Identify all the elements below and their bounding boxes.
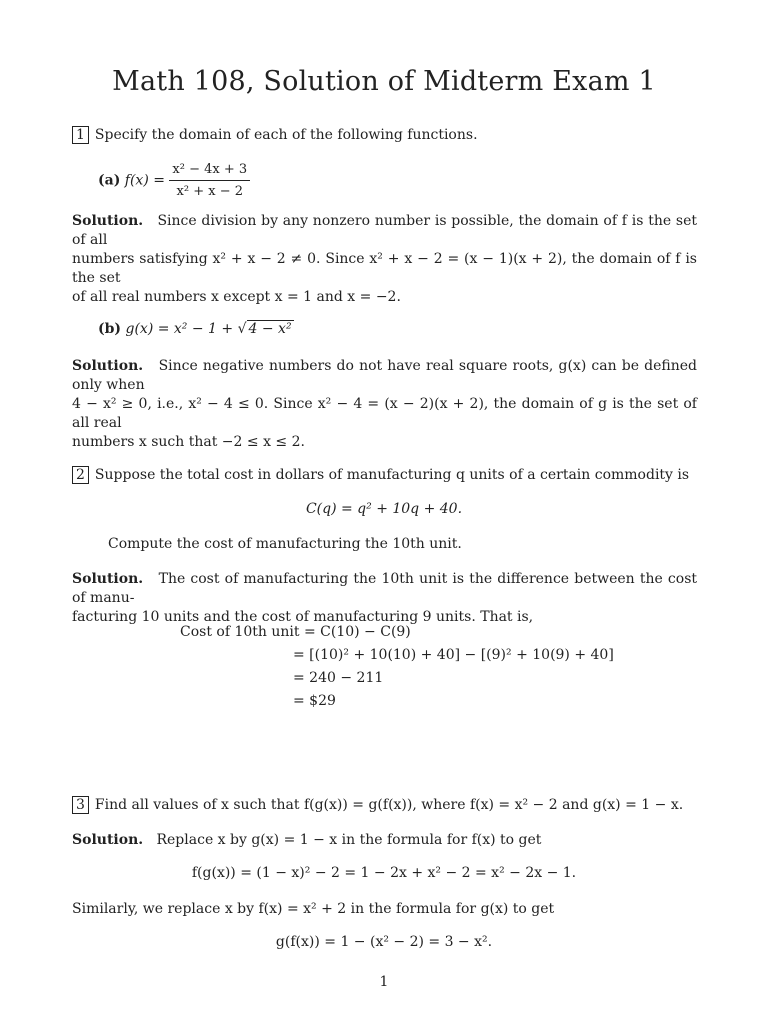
question-2-prompt: Suppose the total cost in dollars of manufacturing q units of a certain commodity is — [94, 467, 690, 483]
question-2-prompt-row — [72, 466, 697, 485]
question-3-prompt: Find all values of x such that f(g(x)) = g(f(x)), where f(x) = x² − 2 and g(x) = 1 − x. — [94, 797, 684, 813]
solution-text: facturing 10 units and the cost of manufacturing 9 units. That is, — [72, 609, 534, 625]
part-a-label: (a) — [98, 172, 121, 189]
equation-g-of-f: g(f(x)) = 1 − (x² − 2) = 3 − x². — [275, 934, 493, 950]
part-a-function — [98, 160, 250, 201]
question-3-solution — [72, 831, 697, 850]
question-number-box: 2 — [72, 466, 89, 484]
solution-label: Solution. — [72, 358, 144, 374]
part-a-lhs: f(x) = — [124, 172, 165, 189]
solution-label: Solution. — [72, 571, 144, 587]
part-b-radicand: 4 − x² — [248, 321, 292, 337]
solution-text: of all real numbers x except x = 1 and x = −2. — [72, 289, 401, 305]
question-3-similarly: Similarly, we replace x by f(x) = x² + 2 in the formula for g(x) to get — [72, 901, 555, 917]
question-1-prompt: Specify the domain of each of the following functions. — [94, 127, 478, 143]
question-2-task: Compute the cost of manufacturing the 10th unit. — [108, 536, 462, 552]
solution-label: Solution. — [72, 213, 144, 229]
derivation-line: = [(10)² + 10(10) + 40] − [(9)² + 10(9) + 40] — [293, 647, 614, 663]
question-1-prompt-row — [72, 126, 697, 145]
solution-text: Replace x by g(x) = 1 − x in the formula for f(x) to get — [156, 832, 542, 848]
part-b-function — [98, 320, 294, 339]
solution-text: numbers satisfying x² + x − 2 ≠ 0. Since x² + x − 2 = (x − 1)(x + 2), the domain of f is the set — [72, 251, 697, 286]
derivation-lhs: Cost of 10th unit — [180, 624, 300, 640]
fraction-numerator: x² − 4x + 3 — [169, 160, 250, 181]
cost-derivation — [180, 621, 614, 713]
equation-f-of-g: f(g(x)) = (1 − x)² − 2 = 1 − 2x + x² − 2 = x² − 2x − 1. — [191, 865, 577, 881]
cost-formula: C(q) = q² + 10q + 40. — [305, 501, 463, 517]
solution-text: 4 − x² ≥ 0, i.e., x² − 4 ≤ 0. Since x² − 4 = (x − 2)(x + 2), the domain of g is the set of all real — [72, 396, 697, 431]
solution-text: Since negative numbers do not have real square roots, g(x) can be defined only when — [72, 358, 698, 393]
derivation-line: = 240 − 211 — [293, 670, 384, 686]
question-number-box: 1 — [72, 126, 89, 144]
derivation-line: = $29 — [293, 693, 336, 709]
solution-text: numbers x such that −2 ≤ x ≤ 2. — [72, 434, 305, 450]
solution-label: Solution. — [72, 832, 144, 848]
page-number: 1 — [379, 974, 389, 990]
part-a-solution — [72, 212, 697, 307]
derivation-line: = C(10) − C(9) — [303, 624, 411, 640]
question-number-box: 3 — [72, 796, 89, 814]
solution-text: The cost of manufacturing the 10th unit is the difference between the cost of manu- — [72, 571, 697, 606]
question-2-solution — [72, 570, 697, 627]
part-b-label: (b) — [98, 321, 122, 337]
part-a-fraction — [169, 160, 250, 201]
part-b-expression: g(x) = x² − 1 + √ — [125, 321, 247, 337]
page-title: Math 108, Solution of Midterm Exam 1 — [112, 66, 656, 97]
question-3-prompt-row — [72, 796, 697, 815]
solution-text: Since division by any nonzero number is possible, the domain of f is the set of all — [72, 213, 697, 248]
fraction-denominator: x² + x − 2 — [176, 184, 244, 199]
part-b-solution — [72, 357, 697, 452]
